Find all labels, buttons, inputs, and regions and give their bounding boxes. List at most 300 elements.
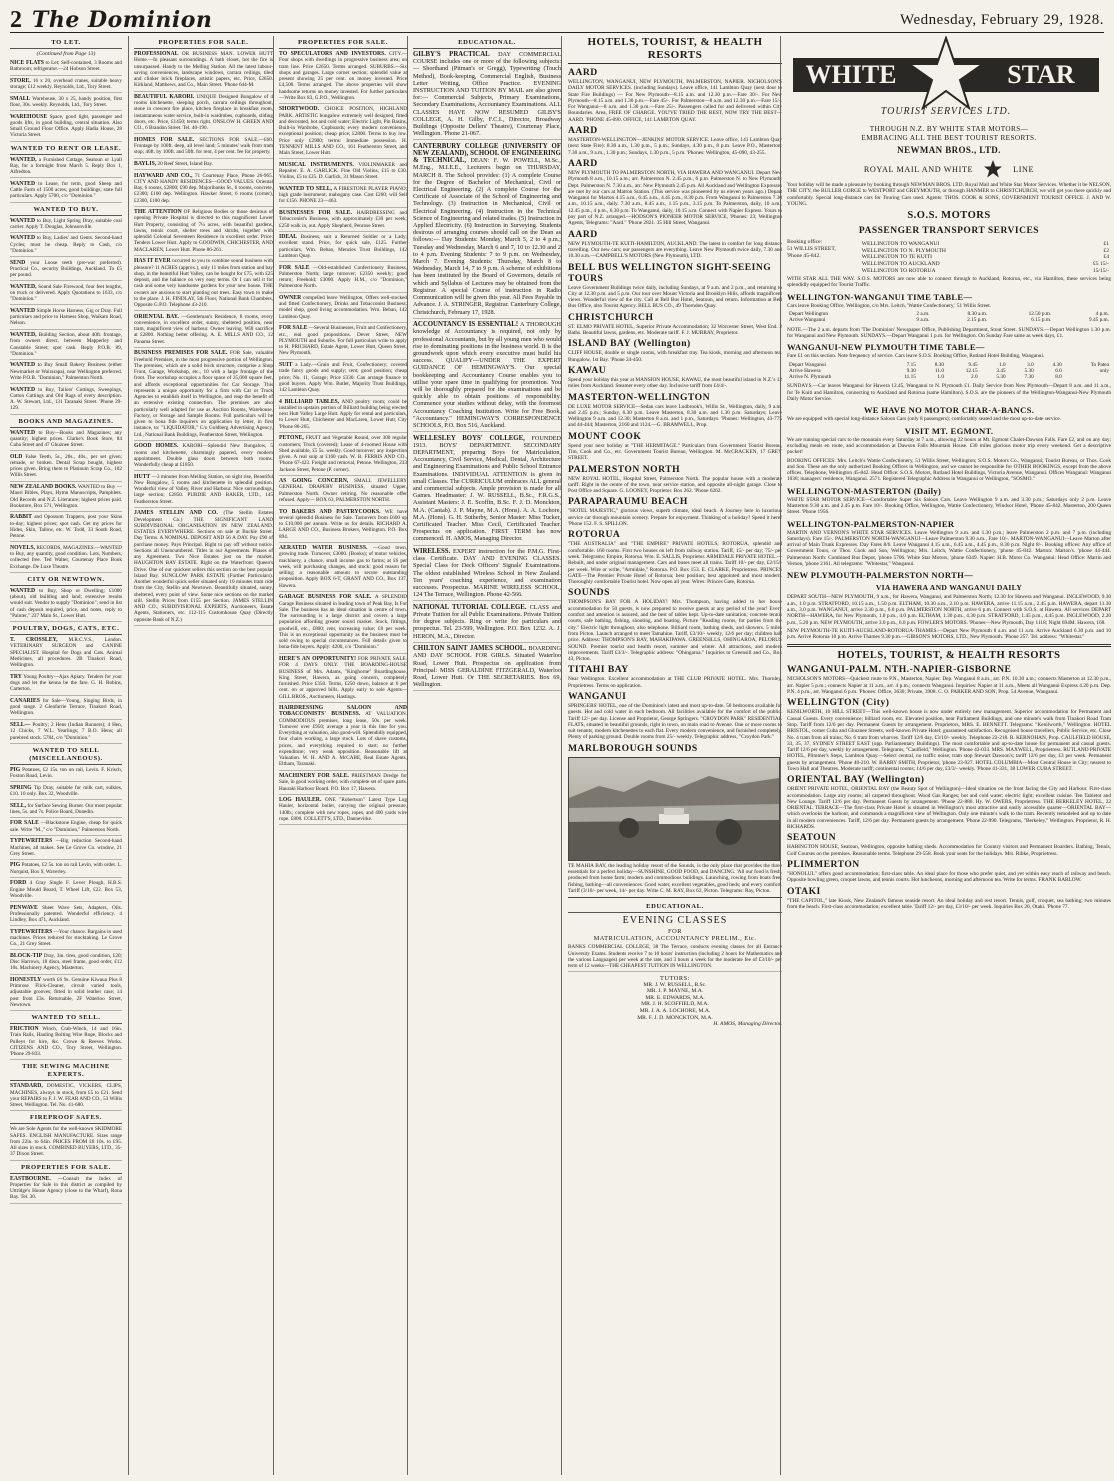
sos-motors-heading: S.O.S. MOTORS — [907, 210, 991, 222]
sos-office-line: Booking office: — [787, 239, 823, 246]
ad-text: —Several Businesses, Fruit and Confectionery, etc., real good propositions. Dever Street, NEW PLYMOUTH and Suburbs. For full particulars write to apply to H. PRICHARD, Estate Agent, Lower Hutt, Queen Street, New Plymouth. — [279, 325, 407, 357]
classified-list-educational — [413, 51, 561, 691]
sos-office-line: 51 WILLIS STREET, — [787, 245, 836, 252]
place-text: Near Wellington. Excellent accommodation at THE CLUB PRIVATE HOTEL. Mrs. Thornley, Proprietress. Terms on application. — [568, 676, 782, 689]
timetable-cell — [1064, 374, 1111, 380]
ad-lead: 4 BILLIARD TABLES, — [279, 398, 340, 405]
place-heading: CHRISTCHURCH — [568, 311, 654, 323]
classified-ad — [10, 181, 122, 203]
ad-lead: AS GOING CONCERN, — [279, 478, 349, 485]
egmont-heading: VISIT MT. EGMONT. — [904, 425, 994, 436]
evening-classes-body: BANKS COMMERCIAL COLLEGE, 38 The Terrace, conducts evening classes for all Entrance University Exams. Students receive 7 to 10 hours' instruction (including 2 hours for Mathematics and the various Languages) per week at the rate, and 3 hours a week for the moderate fee of £3/10/- per term of 12 weeks—THE CHEAPEST TUITION IN WELLINGTON. — [568, 944, 782, 972]
ad-text: to Buy, Ladies' and Gents. Second-hand Cycles; must be cheap. Reply to Cash, c/o "Dominion." — [10, 235, 122, 254]
ad-text: to Buy, Light Spring Dray, suitable coal carrier. Apply T. Douglas, Johnsonville. — [10, 217, 122, 230]
timetable-cell: 5.30 — [996, 374, 1006, 381]
ad-text: Simple Horse Harness, Gig or Dray. Full particulars and price to Harness Shop, Waikato Road, Nelson. — [10, 307, 122, 327]
tutor-name: MR. F. J. D. MONCKTON, M.A. — [637, 1014, 713, 1021]
timetable-cell: only — [1099, 367, 1109, 374]
ad-lead: MACHINERY FOR SALE. — [279, 773, 349, 780]
ad-text: AT VALUATION. COMMODIOUS premises, long lease, 50s. per week. Turnover over £950; average a year in this line for you. Everything at valuation, also good-will. Splendidly equipped, four chairs working, a large stock. Lots of shave customs, prices, and everything required to start; no further expenditure; very weak opposition. Reasonable lift at Valuation. W. H. AND A. McCABE, Real Estate Agents, Eltham, Taranaki. — [279, 711, 407, 768]
classified-ad — [10, 1126, 122, 1160]
classified-ad — [10, 60, 122, 76]
classified-ad — [10, 880, 122, 902]
classified-ad — [10, 767, 122, 783]
ad-lead: WANTED — [10, 587, 36, 594]
classified-ad — [134, 314, 273, 348]
ad-lead: FOR SALE — [279, 264, 310, 271]
timetable-cell: 9.30 — [906, 367, 916, 374]
tutor-name: MR. E. EDWARDS, M.A. — [645, 994, 705, 1001]
classified-ad — [10, 157, 122, 179]
column-2 — [128, 36, 273, 1475]
ad-lead: HAIRDRESSING SALOON AND TOBACCONISTS' BUSINESS. — [279, 705, 407, 718]
timetable-cell: 1.0 — [937, 374, 944, 381]
wellington-palmerston-napier-text: MARTIN AND VERNON'S WHITE STAR SERVICES. Leave Wellington 9 a.m. and 1.30 p.m.; leave Palmerston 2 p.m. and 7 p.m. (including Saturdays). Fare 15/-. PALMERSTON NORTH-WANGANUI—Leave Palmerston 9.30 a.m., Fare 10/-. MARTON-WANGANUI—Leave Marton after arrival of Main Trunk Expresses. Day Fares 8/6. Leave Wanganui 4.15 a.m., 6.45 a.m., 4.45 p.m., 8.30 p.m. Night 8/-. Booking offices: Any office of Government Tours, or Thos. Cook and Son, Wellington; Mrs. Leitch, Wattie Confectionery, 'phone 45-842. Marton: Marton's. 'phone 44-444. Palmerston North: Combined Bus Depot, 'phone 5706. White Star Motors, 'phone 6349. Napier: H.B. Motor Co. Wanganui: Head Office: Martin and Vernon, 'phone 2161. All telegrams: "Whitestar," Wanganui. — [787, 529, 1111, 568]
timetable-cell: 12.15 — [965, 367, 978, 374]
tutor-name: MR. J. H. SCOFFIELD, M.A. — [641, 1001, 709, 1008]
ad-text: Young Poultry—Ajax Apiary. Tenders for your dogs and let the kenna be the fare. G. H. Robins, Carterton. — [10, 673, 122, 693]
classified-ad — [134, 209, 273, 256]
route-row — [860, 254, 1111, 261]
classified-ad — [413, 321, 561, 432]
ad-text: compelled leave Wellington, Offers well-stocked and fitted Confectionery, Drinks and Tobacconist Business; model shop, good living accommodation. Wm. Beban, 142 Lambton Quay. — [279, 294, 407, 320]
ad-lead: HERE'S AN OPPORTUNITY! — [279, 656, 357, 662]
place-text: NICHOLSON'S MOTORS—Quickest route to P.N., Masterton, Napier. Dep. Wanganui 8 a.m., arr. P.N. 10.30 a.m.; connects Masterton at 12.30 p.m., arr. Napier 5 p.m.; connects Napier at 11 a.m., arr. 4 p.m.; connects Wanganui. Inquiries: Napier at 11 a.m., Meets all Wanganui Express 4.20 p.m. Dep. P.N. 4 p.m., arr. Wanganui 6 p.m. 'Phones: Office, 3630; Private, 3908. C. O. PARKER AND SON, Prop. 54 Avenue, Wanganui. — [787, 676, 1111, 696]
timetable-cell: 7.30 — [1024, 374, 1034, 381]
timetable-cell: 6.0 — [1055, 367, 1062, 374]
classified-ad — [10, 235, 122, 257]
place-text: Leave Government Buildings twice daily, including Sundays, at 9 a.m. and 2 p.m., and returning to City at 12.30 p.m. and 5 p.m. Our tour over Mount Victoria and Brooklyn Hills, affords magnificent views. Wonderful view of the city. Call at Bell Bus Hotel, Seatoun, and return. Information at Bell Bus Office, also Tourist Agency. BELL BUS CO., 49 Thorndon Quay. — [568, 284, 782, 310]
timetable-cell: 9.45 — [968, 361, 978, 368]
evening-classes-subjects: MATRICULATION, ACCOUNTANCY PRELIM., Etc. — [593, 935, 757, 943]
classified-ad — [10, 722, 122, 744]
timetable-cell: Depart Wellington — [789, 311, 829, 318]
ad-text: AND poultry room; could be installed in upstairs portion of Billiard building being erected next Hutt Valley Large Hutt. Apply for rental and particulars, to Lower Hutt, Chichester and MacLaren, Lower Hutt, City 'Phone 86-265. — [279, 398, 407, 430]
ad-lead: WANTED — [10, 429, 36, 436]
classified-ad — [279, 773, 407, 795]
timetable-cell: 8.30 — [934, 361, 944, 368]
classified-list-rent — [10, 157, 122, 203]
place-text: ST. ELMO PRIVATE HOTEL, Superior Private Accommodation; 32 Worcester Street, West End. 2 Baths. Beautiful lawns, gardens, etc. Moderate tariff. F. J. MURRAY, Proprietor. — [568, 323, 782, 337]
te-mahia-bay-photo — [568, 757, 780, 861]
ad-text: PRIESTMAN Dredge for Sale, in good working order, with complete set of spare parts. Hauraki Harbour Board. P.O. Box 17, Hawera. — [279, 773, 407, 792]
section-heading-properties: PROPERTIES FOR SALE. — [134, 39, 273, 49]
ad-lead: WANTED — [10, 362, 36, 369]
timetable-cell: 1.0 — [999, 361, 1006, 368]
ad-text: worth £6 9s. Genuine Kiwaua Plus 8 Primrose Flick-Cleaner, circuit varied tools, adjustable grooves; fitted in solid leather case; 14 post from £3s. Returnable, 2F Waterloo Street, Newtown. — [10, 976, 122, 1008]
ad-lead: PENWAVE — [10, 904, 38, 911]
section-heading-books: BOOKS AND MAGAZINES. — [10, 418, 122, 428]
newspaper-title: The Dominion — [32, 7, 213, 33]
classified-ad — [10, 387, 122, 415]
ad-text: EXPERT instruction for the P.M.G. First-class Certificate. DAY AND EVENING CLASSES. Special Class for Deck Officers' Signals' Examinations. The oldest established Wireless School in New Zealand. Ten years' coaching experience, and examination successes. Prospectus. MARINE WIRELESS SCHOOL, 124 The Terrace, Wellington. Phone 42-566. — [413, 547, 561, 599]
section-heading-buy: WANTED TO BUY. — [10, 206, 122, 216]
ad-text: OR BUSINESS MAN. LOWER HUTT Home.—In pleasant surroundings. A bath closet, hot the fire is unsurpassed. Handy to the Melling Station. All the latest labour-saving conveniences, landscape windows, carrara ceilings, tiled and clinker brick fireplaces, artistic papers, etc. Price, £2650. Kirkland, Matthews, and Co., Main Street. 'Phone 644-M. — [134, 51, 273, 89]
place-heading: ISLAND BAY (Wellington) — [568, 338, 691, 350]
place-text: MASTERTON-WELLINGTON—JENKINS' MOTOR SERVICE. Leave office, 141 Lambton Quay (next State Fire): 8.30 a.m., 1.30 p.m., 5 p.m.; Sundays, 4.30 p.m., 8 p.m. Leave P.O., Masterton: 7.30 a.m., 9 a.m., 1.30 p.m.; Sundays, 1.30 p.m., 5 p.m. 'Phones: Wellington, 45-090, 43-255. — [568, 137, 782, 156]
ad-lead: OWNER — [279, 294, 302, 301]
route-name: WELLINGTON TO AUCKLAND — [861, 260, 940, 267]
ad-text: Poultry; 2 Hens (Indian Runners); 4 Hen, 12 Chicks, 7 W.L. Yearlings; 7 B.O. Hens; all purebred stock. 5784, c/o "Dominion." — [10, 722, 122, 741]
line-label: LINE — [1013, 164, 1035, 174]
ad-lead: BEAUTIFUL KARORI. — [134, 93, 195, 100]
ad-lead: WANTED, — [10, 283, 37, 290]
ad-lead: EASTBOURNE. — [10, 1175, 51, 1182]
ad-text: We are Sole Agents for the well-known SKIDMORE SAFES. ENGLISH MANUFACTURE. Sizes range from 22in. to 64in. PRICES FROM £8 10s. to £95. All sizes in stock. COMBINED BUYERS, LTD., 35-37 Dixon Street. — [10, 1126, 122, 1158]
te-kuiti-text: NEW PLYMOUTH-TE KUITI-AUCKLAND-ROTORUA-THAMES.—Depart New Plymouth 8 a.m. and 11 a.m. Arrive Auckland 6.30 p.m. and 10 p.m. Arrive Rotorua 10 p.m. Arrive Thames 9.30 p.m.—GIBSON'S MOTORS, LTD., New Plymouth. 'Phone 257. Tel. address: "Whitestar." — [787, 627, 1111, 641]
classified-ad — [10, 114, 122, 142]
ad-lead: WIRELESS. — [413, 547, 451, 555]
hotels-heading-2: HOTELS, TOURIST, & HEALTH RESORTS — [837, 650, 1061, 662]
classified-ad — [134, 94, 273, 135]
timetable-cell: 3.45 — [996, 367, 1006, 374]
ad-lead: NICE FLATS — [10, 60, 44, 66]
ad-lead: SMALL — [10, 95, 31, 102]
classified-ad — [10, 362, 122, 384]
ad-text: —Good town, growing trade. Turnover, £3000. (Books); of motor vehicles, machinery, a chance, small income gas to farms; at £6 per week, will purchasing changes, and stock: good reason for selling; a reasonable amount to secure outstanding proposition. Apply BOX 6-T, GRANT AND CO., Box 137, Hawera. — [279, 545, 407, 589]
classified-ad — [279, 186, 407, 208]
ad-text: WE have several splendid Business for Sale. Turnovers from £600 up to £10,000 per annum. Write us for details. RICHARD A. LARGE AND CO., Business Brokers, Wellington. P.O. Box 894. — [279, 508, 407, 540]
place-heading: PARAPARAUMU BEACH — [568, 496, 688, 508]
section-heading-poultry: POULTRY, DOGS, CATS, ETC. — [10, 625, 122, 635]
route-name: WELLINGTON TO TE KUITI — [861, 254, 932, 261]
place-heading: SEATOUN — [787, 832, 836, 844]
place-heading: TITAHI BAY — [568, 664, 629, 676]
ad-lead: SPRING — [10, 784, 32, 791]
ad-text: Warehouse, 30 x 25, handy position, first floor, 30s. weekly. Reynolds, Ltd., Tory Street. — [10, 95, 122, 109]
ad-lead: FOR SALE — [10, 820, 39, 827]
tutor-name: MR. J. A. A. LOCHORE, M.A. — [639, 1008, 711, 1015]
ad-text: Business, suit a Returned Soldier or a Lady; excellent stand. Price, for quick sale, £125. Further particulars, Wm. Beban, Menzies Trust Buildings, 142 Lambton Quay. — [279, 234, 407, 259]
classified-list-properties-2 — [279, 51, 407, 825]
no-charabanc-heading: WE HAVE NO MOTOR CHAR-A-BANCS. — [863, 405, 1035, 416]
place-text: DE LUXE MOTOR SERVICE—Sedan cars leave Ludbrook's, Willis St., Wellington, daily, 9 a.m. and 2.45 p.m.; Sunday, 6.30 p.m. Leave Masterton, 8.30 a.m. and 1.30 p.m. Saturdays; Leave Wellington 9 a.m. and 12.30; Masterton 8 a.m. and 1 p.m., Saturdays. 'Phones: Wellington, 43-775 and 44-444; Masterton, 2160 and 1124.—G. BRAMWELL, Prop. — [568, 403, 782, 429]
ad-lead: GOOD HOMES. — [134, 443, 179, 450]
section-heading-city: CITY OR NEWTOWN. — [10, 576, 122, 586]
tutors-heading: TUTORS: — [659, 974, 690, 982]
classified-ad — [10, 1083, 122, 1111]
ad-text: ONE "Robertson" Latest Type Log Hauler, horizontal boiler, carrying the original pressure, 140lb.; complete with new ropes, ropes, and 400 yards wire rope. £800. COLLETT'S, LTD., Dannevirke. — [279, 797, 407, 822]
route-name: WELLINGTON TO WANGANUI — [861, 241, 940, 248]
classified-ad — [279, 234, 407, 262]
classified-ad — [10, 803, 122, 819]
section-divider — [787, 644, 1111, 647]
classified-list-city — [10, 588, 122, 622]
classified-ad — [10, 96, 122, 112]
ad-lead: ORIENTAL BAY. — [134, 313, 179, 320]
white-star-banner — [787, 36, 1105, 118]
route-row — [860, 248, 1111, 255]
ad-lead: SELL, — [10, 802, 27, 809]
place-text: Spend your next holiday at "THE HERMITAGE." Particulars from Government Tourist Bureau, Tim, Cook and Co., etc. Government Tourist Bureau, Wellington. M. McCRACKEN, 17 GREY STREET. — [568, 442, 782, 462]
place-text: NEW ROYAL HOTEL, Hospital Street, Palmerston North. The popular house with a moderate tariff. Right in the centre of the town, near service station, and opposite all-night garage. Close to Post Office and Square. G. LOONEY, Proprietor. Box 262. 'Phone 6262. — [568, 475, 782, 495]
ad-lead: HONESTLY — [10, 976, 42, 983]
ad-lead: T. CROSSLEY, — [10, 637, 58, 644]
royal-mail-label: ROYAL MAIL AND WHITE — [863, 164, 974, 174]
wellington-palmerston-napier-heading: WELLINGTON-PALMERSTON-NAPIER — [787, 518, 955, 529]
place-text: NEW PLYMOUTH-TE KUITI-HAMILTON, AUCKLAND. The latest in comfort for long distance travelling. Our new cars; our passengers are everything. Leave New Plymouth twice daily, 7.30 and 10.30 a.m.—CAMPBELL'S MOTORS (New Plymouth), LTD. — [568, 240, 782, 260]
ad-text: —Consult the Index of Properties for Sale in this district as compiled by Uttridge's House Agency (close to the Wharf), Rona Bay. Tel. 30. — [10, 1175, 122, 1201]
timetable-cell: Depart Wanganui — [789, 361, 826, 368]
place-text: HABINGTON HOUSE, Seatoun, Wellington, opposite bathing sheds. Accommodation for Country visitors and Permanent Boarders. Bathing, Tennis, Golf Courses on the premises. Reasonable terms. Telephone 29-558. Book your seats for the holidays. Mrs. Ribke, Proprietress. — [787, 844, 1111, 857]
classified-list-fireproof — [10, 1126, 122, 1160]
ad-lead: SUIT — [279, 362, 293, 369]
timetable-row — [787, 374, 1111, 380]
royal-mail-row — [787, 159, 1111, 179]
ad-text: M.R.C.V.S., London. VETERINARY SURGEON and CANINE SPECIALIST. Hospital for Dogs and Cats. Animal Medicines, all procedures. 2B Tinakori Road, Wellington. — [10, 637, 122, 669]
route-row — [860, 268, 1111, 275]
educational-heading: EDUCATIONAL. — [568, 903, 782, 913]
ad-text: Winch, Crab-Winch, 14 and 16in. Train Rails, Hauling Bolting Wire Rope, Blocks and Pulleys for hire, &c. Crowe & Reeves Works. CITIZENS AND CO., Tory Street, Wellington. 'Phone 29-833. — [10, 1026, 122, 1058]
timetable-cell: 9.45 p.m. — [1088, 317, 1109, 324]
timetable-cell: 2.15 p.m. — [967, 317, 988, 324]
route-fare: £2 — [1103, 247, 1109, 254]
ad-lead: WANTED — [10, 235, 36, 242]
ad-text: a Lady.—Grain and Fruit, Confectionery; covered trade fancy goods and supply; rent; good position; cheap price; No. 11, Garage; Price £330. Can arrange finance to good buyers. Apply Wm. Butler, Majority Trust Buildings, 142 Lambton Quay. — [279, 362, 407, 394]
ad-lead: SEND — [10, 259, 26, 266]
classified-ad — [10, 430, 122, 452]
ad-text: Sheet Wave Sets, Adapters, Oils. Professionally patented. Wonderful efficiency. 4 Lindley, Box 471, Auckland. — [10, 904, 122, 924]
evening-classes-title: EVENING CLASSES — [622, 915, 728, 927]
banner-word-white: WHITE — [805, 60, 897, 89]
tourist-services-logotype: TOURIST SERVICES LTD. — [880, 106, 1012, 117]
classified-ad — [10, 78, 122, 94]
place-heading: SOUNDS — [568, 587, 610, 599]
masthead — [10, 4, 1104, 33]
ad-lead: PROFESSIONAL — [134, 51, 179, 57]
timetable-cell: 9 a.m. — [916, 317, 930, 324]
ad-lead: NEW ZEALAND BOOKS. — [10, 484, 77, 491]
ad-lead: JAMES STELLIN AND CO. — [134, 510, 218, 517]
egmont-text: We are running special cars to the mountain every Saturday at 7 a.m., allowing 22 hours at Mt. Egmont Chalet-Dawson Falls. Fare £2, and on any day; excluding meals en route, and accommodation at Dawson Falls Mountain House. £30 miles glorious motor trip every weekend. Get a descriptive pocket! — [787, 436, 1111, 456]
place-text: WELLINGTON, WANGANUI, NEW PLYMOUTH, PALMERSTON, NAPIER. NICHOLSON'S DAILY MOTOR SERVICES. (including Sundays). Leave office, 141 Lambton Quay (next door to State Fire Buildings) — For New Plymouth—8.15 a.m. and 12.30 p.m.—Fare 30/-. For New Plymouth—8.15 a.m. and 1.30 p.m.—Fare 45/-. For Palmerston—8 a.m. and 12.30 p.m.—Fare 15/-. For Wanganui—8 a.m. and 1.30 p.m.—Fare 25/-. Passengers called for and delivered within City Boundaries. Area, FREE OF CHARGE. YOU'VE TRIED THE REST, NOW TRY THE BEST—AARD. 'PHONE 45-090. OFFICE, 141 LAMBTON QUAY. — [568, 79, 782, 123]
evening-classes-for: FOR — [668, 928, 682, 936]
hotel-entries-2 — [787, 664, 1111, 910]
place-text: SPRINGERS' HOTEL, one of the Dominion's latest and most up-to-date. 50 bedrooms available for guests. Hot and cold water in each bedroom. All facilities available for the comfort of the public. Tariff 12/- per day. License and Proprietor, George Springers. "CROYDON PARK" RESIDENTIAL FLATS, situated in beautiful grounds, right in town, on main road to Avenue. One or more rooms to suit tenants, modern kitchenettes to each flat. Every modern convenience, and furnished completely. Plenty of parking ground. Double rooms from 25/- weekly. Telegraphic address, "Croydon Park." — [568, 703, 782, 741]
ad-lead: BAYLIS, — [134, 160, 157, 167]
classified-ad — [413, 645, 561, 691]
classified-ad — [279, 545, 407, 592]
timetable-cell: 11.15 — [904, 374, 916, 381]
ad-lead: PETONE, — [279, 435, 304, 442]
sos-routes-block — [787, 239, 1111, 276]
ad-lead: WANTED, — [10, 332, 37, 339]
ad-text: SMALL JEWELLERY GENERAL DRAPERY BUSINESS, situated Upper, Palmerston North. Owner retiring. No reasonable offer refused. Apply— BOX 63, PALMERSTON NORTH. — [279, 478, 407, 503]
place-text: THOMPSON'S BAY FOR A HOLIDAY! Mrs. Thompson, having added to her house accommodation for 50 guests, is now prepared to receive guests at any period of the year! Every comfort and attention is assured, and the best of tables kept. Up-to-date sanitation; concrete tennis courts, safe bathing, fishing, shooting, and boating. Picture "Reading rooms, for parties from the city." Electric light throughout, also telephone. Billiard room, bathing sheds, and showers. 5 miles from Picton. Launch arranged to meet Tamahine. Tariff, £3/10/- weekly, 12/6 per day; children half price. Address: THOMPSON'S BAY, MAHAKIPAWA. GREENSILLS, OHINGAROA, PELORUS SOUND. Premier tourist and health resort, summer and winter. All attractions, and modern improvements. Tariff £3/3/-. Telegraphic address: "Ohingaroa." Inquiries to Greensill and Co., Box 43, Picton. — [568, 599, 782, 663]
classified-ad — [10, 929, 122, 951]
classified-ad — [279, 106, 407, 159]
sos-text: WITH STAR ALL THE WAY. S.O.S. MOTORS are now able to connect through to Auckland, Rotorua, etc., via Hamilton, these services being splendidly equipped for Tourist Traffic. — [787, 276, 1111, 289]
ad-lead: GARAGE BUSINESS FOR SALE. — [279, 594, 372, 601]
ad-text: 71 Courtenay Place, Phone 26-965. CITY AND HANDY RESIDENCES—GOOD VALUES. Oriental Bay, 6 rooms, £2800; £90 dep. Majoribanks St., 6 rooms, concrete, £2300; £100 dep. Wellington. Hawker Street, 6 rooms (corner), £2300, £100 dep. — [134, 172, 273, 204]
timetable-cell: 3.0 — [1027, 361, 1034, 368]
ad-lead: LOG HAULER. — [279, 797, 322, 804]
ad-text: A FIRESTONE PLAYER PIANO; high grade instrument; mahogany case. Cost £260; will Sell for £156. PHONE 23—463. — [279, 185, 407, 205]
ad-text: to Let; Self-contained, 3 Rooms and Bathroom; refrigerator.—24 Hobson Street. — [10, 60, 122, 73]
wanganui-timetable — [787, 311, 1111, 324]
column-4 — [407, 36, 561, 1475]
ad-lead: WANTED — [10, 307, 36, 314]
classified-ad — [279, 325, 407, 359]
newman-bros-heading: NEWMAN BROS., LTD. — [897, 145, 1001, 155]
ad-lead: SHORTWOOD. — [279, 106, 319, 113]
section-heading-to-let: TO LET. — [10, 39, 122, 49]
classified-ad — [279, 435, 407, 476]
ad-text: —3 minutes from Melling Station, on sight rise, Beautiful New Bungalow, 5 rooms and kitchenette in splendid position. Wonderful view of Valley, River and Harbour. Nice surroundings, large section; £2850. PURDIE AND BAKER, LTD., 145 Featherston Street. — [134, 473, 273, 505]
timetable-cell: 4 p.m. — [1095, 311, 1109, 318]
section-heading-educational: EDUCATIONAL. — [413, 39, 561, 49]
wellington-masterton-heading: WELLINGTON-MASTERTON (Daily) — [787, 485, 942, 496]
classified-ad — [279, 797, 407, 825]
ad-lead: CHILTON SAINT JAMES SCHOOL. — [413, 645, 527, 653]
place-heading: AARD — [568, 228, 598, 240]
place-heading: BELL BUS WELLINGTON SIGHT-SEEING TOURS — [568, 261, 772, 284]
route-row — [860, 241, 1111, 248]
ad-lead: ACCOUNTANCY IS ESSENTIAL! — [413, 321, 519, 329]
place-text: "HOTEL MAJESTIC," glorious views, superb climate, ideal beach. A Journey here in luxurious service car through mountain scenery. Prepare for enjoyment. Thinking of a holiday? Spend it here! 'Phone 152. F. S. SPILLON. — [568, 508, 782, 528]
ad-text: —Blackstone Engine, cheap for quick sale. Write "M.," c/o "Dominion," Palmerston North. — [10, 820, 122, 833]
ad-text: SECTIONS FOR SALE.—£60. Frontage by 100ft. deep, all level land; 5 minutes' walk from tram stop; 40ft. by 100ft. and 50ft. for rent, 4 per cent. fee for property. — [134, 136, 273, 156]
ad-text: 20 Reef Street, Island Bay. — [157, 160, 214, 167]
timetable-cell: 4.30 — [1052, 361, 1062, 368]
classified-ad — [10, 862, 122, 878]
place-heading: ROTORUA — [568, 529, 621, 541]
place-heading: PALMERSTON NORTH — [568, 463, 681, 475]
ad-lead: WELLESLEY BOYS' COLLEGE, — [413, 434, 525, 442]
classified-ad — [10, 1026, 122, 1060]
ad-lead: OLD — [10, 453, 23, 460]
ad-text: WANTED to Buy — Maori Bibles, Plays, Hymn Manuscripts, Pamphlets. Old Records and N.Z. Literature; highest prices paid. Bookstore, Box 571, Wellington. — [10, 484, 122, 509]
timetable-cell: Arrive Wanganui — [789, 317, 826, 324]
place-heading: AARD — [568, 125, 598, 137]
timetable-row — [787, 317, 1111, 323]
ad-text: False Teeth, 5s., 20s., 40s., per set given; remade, or broken. Dental Scrap bought, highest prices given. Bring them to Platinum Scrap Co., 102 Willis Street. — [10, 453, 122, 479]
classified-ad — [279, 509, 407, 543]
ad-lead: WANTED TO SELL, — [279, 185, 332, 192]
ad-text: BOARDING AND DAY SCHOOL FOR GIRLS. Situated Waterloo Road, Lower Hutt. Prospectus on application from Principal: MISS GERALDINE FITZGERALD, Waterloo Road, Lower Hutt. Or THE SECRETARIES. Box 69, Wellington. — [413, 645, 561, 689]
section-heading-sewing: THE SEWING MACHINE EXPERTS. — [10, 1063, 122, 1081]
star-icon — [983, 159, 1003, 179]
column-3 — [273, 36, 407, 1475]
np-palmerston-text: DEPART SOUTH—NEW PLYMOUTH, 9 a.m., for Hawera, Wanganui, and Palmerston North; 12.30 for Hawera and Wanganui. INGLEWOOD, 9.30 a.m., 1.0 p.m. STRATFORD, 10.15 a.m., 1.50 p.m. ELTHAM, 10.30 a.m., 2.10 p.m. HAWERA, arrive 11.15 a.m., 2.45 p.m. HAWERA, depart 11.30 a.m., 3.0 p.m. WANGANUI, arrive 2.30 p.m., 6.0 p.m. PALMERSTON NORTH, arrive 6 p.m. Connect with S.O.S. at Hawera. All services DEPART NORTH—HAWERA, for New Plymouth, 1.0 p.m., 4.0 p.m. ELTHAM, 1.30 p.m., 4.30 p.m. STRATFORD, 1.45 p.m., 4.45 p.m. INGLEWOOD, 2.20 p.m., 5.20 p.m. NEW PLYMOUTH, arrive 3.0 p.m., 6.0 p.m. FOWLER'S MOTORS. 'Phones—New Plymouth, Day 1118; Night 694M. Hawera, 168. — [787, 594, 1111, 626]
classified-ad — [134, 161, 273, 170]
classified-ad — [134, 258, 273, 311]
ad-text: occurred to you to combine sound business with pleasure? 11 ACRES (approx.), only 11 miles from station and bay shop, in the beautiful Hutt Valley, can be bought for £75, with £25 deposit, and the balance on very easy terms. Or I can sell it for cash and some very handsome gardens for your new house. THE owners are anxious to start planting out trees. Easy town to make to the place. J. H. FINDLAY, 5th Floor, National Bank Chambers, Opposite G.P.O. Telephone 43-210. — [134, 258, 273, 309]
ad-text: Dray, 3in. tires, good condition, £20; Disc Harrows, 18 discs, steel frame, good order, £12 10s. Machinery Agency, Masterton. — [10, 952, 122, 972]
route-row — [860, 261, 1111, 268]
ad-lead: FRICTION — [10, 1026, 39, 1033]
place-heading: KAWAU — [568, 364, 607, 376]
timetable-cell: 7.15 — [906, 361, 916, 368]
place-heading: MASTERTON-WELLINGTON — [568, 391, 711, 403]
page-number: 2 — [10, 7, 22, 33]
ad-text: Space, good light, passenger and goods lifts, in good building, central situation. Also Small Ground Floor Office. Apply Hadia House, 28 Victoria Street. — [10, 113, 122, 139]
ad-text: RECORDS, MAGAZINES.—WANTED to Buy, any quantity, good condition. Lots, Numbers, collected free. Ted Walter, Courtenay Place Book Exchange. De Luxe Theatre. — [10, 544, 122, 570]
ad-lead: TO SPECULATORS AND INVESTORS. — [279, 51, 386, 57]
classified-list-books — [10, 430, 122, 573]
ad-lead: WANTED — [10, 386, 36, 393]
ad-text: CHOICE POSITION, HIGHLAND PARK. ARTISTIC bungalow extremely well designed, fitted and decorated, hot and cold water; Electric Light, Pin Basins, Built-in Wardrobe, Cupboards; every modern convenience, exceptional position; cheap price; £2800. Terms to buy low. Price only £2900; terms: Immediate possession. H. TENNENT MILLS AND CO., 161 Featherston Street, and Main Street, Lower Hutt. — [279, 106, 407, 157]
ad-lead: PIG — [10, 862, 21, 869]
ad-text: DOMESTIC, VICKERS, CLIPS, MACHINES, always in stock, from £5 to £21. Send your REPAIRS to F. J. W. FEAR AND CO., 53 Willis Street, Wellington. Tel. No. 41-680. — [10, 1083, 122, 1109]
hotel-entries — [568, 67, 782, 754]
ad-lead: BUSINESS PREMISES FOR SALE. — [134, 350, 228, 357]
np-timetable — [787, 362, 1111, 381]
ad-lead: STORE, — [10, 77, 31, 84]
tutor-name: MR. J. P. MAYNE, M.A. — [646, 988, 704, 995]
route-name: WELLINGTON TO N. PLYMOUTH — [861, 247, 946, 254]
tutor-list — [568, 982, 782, 1022]
ad-text: FOR Sale, valuable Freehold Premises, in the most progressive portion of Wellington. The premises, which are a solid brick structure, comprise a Shop Front, Garage, Workshop, etc., 10 with a large frontage of the front. The workshop occupies a floor space of 25,000 square feet, and affords exceptional opportunities for Car Storage. This represents a unique opportunity for a firm with Car or Truck Agencies to establish itself in Wellington, and reap the benefit of an extensive existing connection. The premises are also particularly well adapted for use as Auction Rooms, Warehouse, Factory, or Storage and Sample Rooms. Full particulars will be given to bona fide inquirers on application by letter, in first instance, to: "LIQUIDATOR," C/o Goldberg Advertising Agency, Ltd., National Bank Buildings, Featherston Street, Wellington. — [134, 350, 273, 438]
sos-office-address — [787, 239, 854, 276]
route-fare: £5 15/- — [1092, 260, 1109, 267]
ad-lead: TYPEWRITERS — [10, 928, 53, 935]
ad-text: —Old-established Confectionery Business, Palmerston North; large turnover; £2350 weekly; good return; Freehold; £3000. Apply H.M., c/o "Dominion," Palmerston North. — [279, 264, 407, 290]
classified-ad — [134, 173, 273, 207]
classified-list-misc — [10, 767, 122, 1011]
classified-ad — [413, 51, 561, 140]
ad-text: —Gentleman's Residence, 8 rooms, every convenience, in excellent order, sunny, sheltered position, near tram, magnificent view of harbour. Owner leaving. Will sacrifice at £2800. Nothing better offering. A. E. MILLS AND CO., 12 Panama Street. — [134, 313, 273, 345]
ad-lead: BUSINESSES FOR SALE. — [279, 210, 352, 217]
ad-text: FRUIT and Vegetable Round, over 300 regular customers; Truck (covered); Lease of 4-roomed House with Shed available, £5 5s. weekly. Good turnover; any inspection given. A real snip at £160 cash. W. B. FERRIS AND CO., 'Phone 67-423. Freight and removal, Petone. Wellington, 233 Jackson Street, Petone (P. corner). — [279, 435, 407, 473]
np-timetable-note-2: SUNDAYS.—Car leaves Wanganui for Hawera 12.45, Wanganui to N. Plymouth £1. Daily Service from New Plymouth—Depart 8 a.m. and 11 a.m., for Te Kuiti and Hamilton, connecting to Auckland and Rotorua (same Hamilton). S.O.S. are the pioneers of the Wellington-Wanganui-New Plymouth Daily Motor Service. — [787, 383, 1111, 403]
ad-lead: HUTT — [134, 473, 151, 480]
np-timetable-note: Fare £1 on this section. Note frequency of service. Cars leave S.O.S. Booking Office, Rutland Hotel Building, Wanganui. — [787, 353, 1045, 360]
issue-date: Wednesday, February 29, 1928. — [900, 12, 1104, 28]
classified-ad — [279, 295, 407, 323]
classified-ad — [279, 399, 407, 433]
classified-ad — [10, 905, 122, 927]
ad-text: A THOROUGH knowledge of Accountancy is required, not only by professional Accountants, but by all young men who would rise to dominating positions in the business world. It is the groundwork upon which every executive must build his success. QUALIFY—UNDER THE EXPERT GUIDANCE OF HEMINGWAY'S. Our special bookkeeping and Accountancy Course enables you to utilise your spare time in qualifying for promotion. You will be thoroughly prepared for the examinations and be quickly able to obtain positions of responsibility. Commence your studies without delay, with the foremost Accountancy Coaching Institution. Write for Free Book, "Accountancy." HEMINGWAY'S CORRESPONDENCE SCHOOLS, P.O. Box 516, Auckland. — [413, 321, 561, 429]
classified-list-property — [10, 1176, 122, 1204]
classified-ad — [279, 210, 407, 232]
ad-lead: THE ATTENTION — [134, 209, 182, 216]
classified-ad — [10, 977, 122, 1011]
timetable-cell: 2 a.m. — [916, 311, 930, 318]
ad-lead: TO BAKERS AND PASTRYCOOKS. — [279, 508, 381, 515]
ad-lead: BLOCK-TIP — [10, 952, 43, 959]
route-fare: £4 — [1103, 254, 1109, 261]
place-text: CLIFF HOUSE, double or single rooms, with breakfast tray. Tea kiosk, morning and afternoon tea. Bungalow, 1st Bay. 'Phone 24-450. — [568, 350, 782, 363]
classified-ad — [134, 137, 273, 159]
ad-text: for Sale—Young, Singing Birds, in good range. 2 Glenfarrie Terrace, Tinakori Road, Wellington. — [10, 697, 122, 717]
ad-lead: WANTED — [10, 180, 36, 187]
ad-text: A SPLENDID Garage Business situated in leading town of Peak Bay, Is For Sale. The business has an ideal situation in centre of town. The surrounding is a large district and covers a large population affording greater sound market. Stock, fittings, goodwill, etc., £800; rent, increasing value; £8 per week. This is an exceptional opportunity as the business must be sold owing to special circumstances. Full details given to bona-fide buyers. Apply: 4200, c/o "Dominion." — [279, 594, 407, 651]
classified-ad — [10, 838, 122, 860]
wellington-masterton-text: WHITE STAR MOTOR SERVICE—Comfortable Super Six Saloon Cars. Leave Wellington 9 a.m. and 3.30 p.m.; Saturdays only 2 p.m. Leave Masterton 9.30 a.m. and 2.45 p.m. Fare 10/-. Booking Office, Wellington, Wattie Confectionery, Windsor Hotel, 'Phone 45-842. Masterton, 200 Queen Street. 'Phone 1956. — [787, 496, 1111, 516]
place-heading: WANGANUI-PALM. NTH.-NAPIER-GISBORNE — [787, 664, 1012, 676]
route-fare: £1 — [1103, 241, 1109, 248]
place-heading: OTAKI — [787, 885, 821, 897]
section-heading-rent: WANTED TO RENT OR LEASE. — [10, 145, 122, 155]
ad-text: FOR PRIVATE SALE. FOR 4 DAYS ONLY. THE BOARDING-HOUSE BUSINESS of Mrs. Adams, "Kinghorne" Boardinghouse, King Street, Hawera, as going concern, completely furnished. Price £350. Terms, £250 down, balance at 6 per cent. on or approved bills. Apply early to sole Agents— GILL BROS., Auctioneers, Hastings. — [279, 656, 407, 700]
place-text: "HONOLUL" offers good accommodation; first-class table. An ideal place for those who prefer quiet, and yet within easy reach of railway and beach. Opposite bowling green, croquet lawns, and tennis courts. Hot luncheons, morning and afternoon tea. Write for terms. FRANK BARLOW. — [787, 870, 1111, 884]
place-text: Spend your holiday this year at MANSION HOUSE, KAWAU, the most beautiful island in N.Z.'s 12 miles from Auckland. Steamer every other day. Inclusive tariff from £4/4/-. — [568, 376, 782, 390]
classified-ad — [10, 218, 122, 234]
ad-text: DEAN: F. W. POWELL, M.Sc., M.Eng., M.I.E.E., Lecturers begin on THURSDAY, MARCH 8. The School provides: (1) A complete Course for the Degree of Bachelor of Mechanical, Civil or Electrical Engineering. (2) A complete Course for the Certificate of Associate of the School of Engineering and Technology. (3) Instruction in Mechanical, Civil or Electrical Engineering. (4) Instruction in the Technical Science of Engineering and related trades. (5) Instruction in Applied Electricity. (6) Instruction in Surveying. Students desirous of arranging courses should call on the Dean as follows:— Day Students: Monday, March 5, 2 to 4 p.m.; Tuesday and Wednesday, March 6 and 7, 10 to 12.30 and 2 to 4 p.m. Evening Students: 7 to 9 p.m. on Wednesday, March 7. Evening Students: Thursday, March 8 to Wednesday, March 14, 7 to 9 p.m. A scheme of exhibitions has been instituted by the Board of Governors, details of which and Syllabus of Lectures may be obtained from the Registrar. A special Course of instruction in Radio Communication will be given this year. All Fees Payable in Advance. J. A. STRINGER, Registrar. Canterbury College, Christchurch, February 17, 1928. — [413, 157, 561, 316]
ad-lead: SELL— — [10, 722, 31, 729]
ad-lead: CANARIES — [10, 697, 40, 704]
newman-text: Your holiday will be made a pleasure by booking through NEWMAN BROS. LTD. Royal Mail and White Star Motor Services. Whether it be NELSON, THE CITY, the BULLER GORGE to WESTPORT and GREYMOUTH, or through HANMER to CHRISTCHURCH, we will get you there quickly and comfortably. Special long-distance cars for Touring Cars used. Agents: THOS. COOK & SONS, GOVERNMENT TOURIST OFFICE. J. AND W. YOUNG. — [787, 182, 1111, 207]
ad-lead: NOVELS, — [10, 544, 35, 551]
ad-text: to Lease, for term, good Sheep and Cattle Farm of 1500 acres; good buildings; state full particulars. Apply 5700, c/o "Dominion." — [10, 180, 122, 200]
ad-text: to Buy, Shop or Dwelling; £1000 (about), old building and land; extensive results would suit. Vendor to supply "Dominion"; send in list of cash deposit required, price, and notes, reply to "Painter," 237 Main St., Lower Hutt. — [10, 587, 122, 619]
ad-text: Sound Sale Firewood, four feet lengths, on truck or delivered. Apply Quotations to 1633, c/o "Dominion." — [10, 283, 122, 303]
ad-text: Tip Dray, suitable for milk cart, sulkies, £10. 10 only. Box 32, Woodville. — [10, 784, 122, 797]
ad-text: to Buy Small Bakery Business (either Newmarket or Wairarapa), near Wellington preferred. Write P.O.B. "Dominion," Palmerston North. — [10, 362, 122, 381]
classified-ad — [10, 514, 122, 542]
wanganui-timetable-note: Cars leave Booking Office, Wellington, c/o Mrs. Leitch, 'Wattie Confectionery,' 51 Willis Street. — [787, 302, 992, 309]
